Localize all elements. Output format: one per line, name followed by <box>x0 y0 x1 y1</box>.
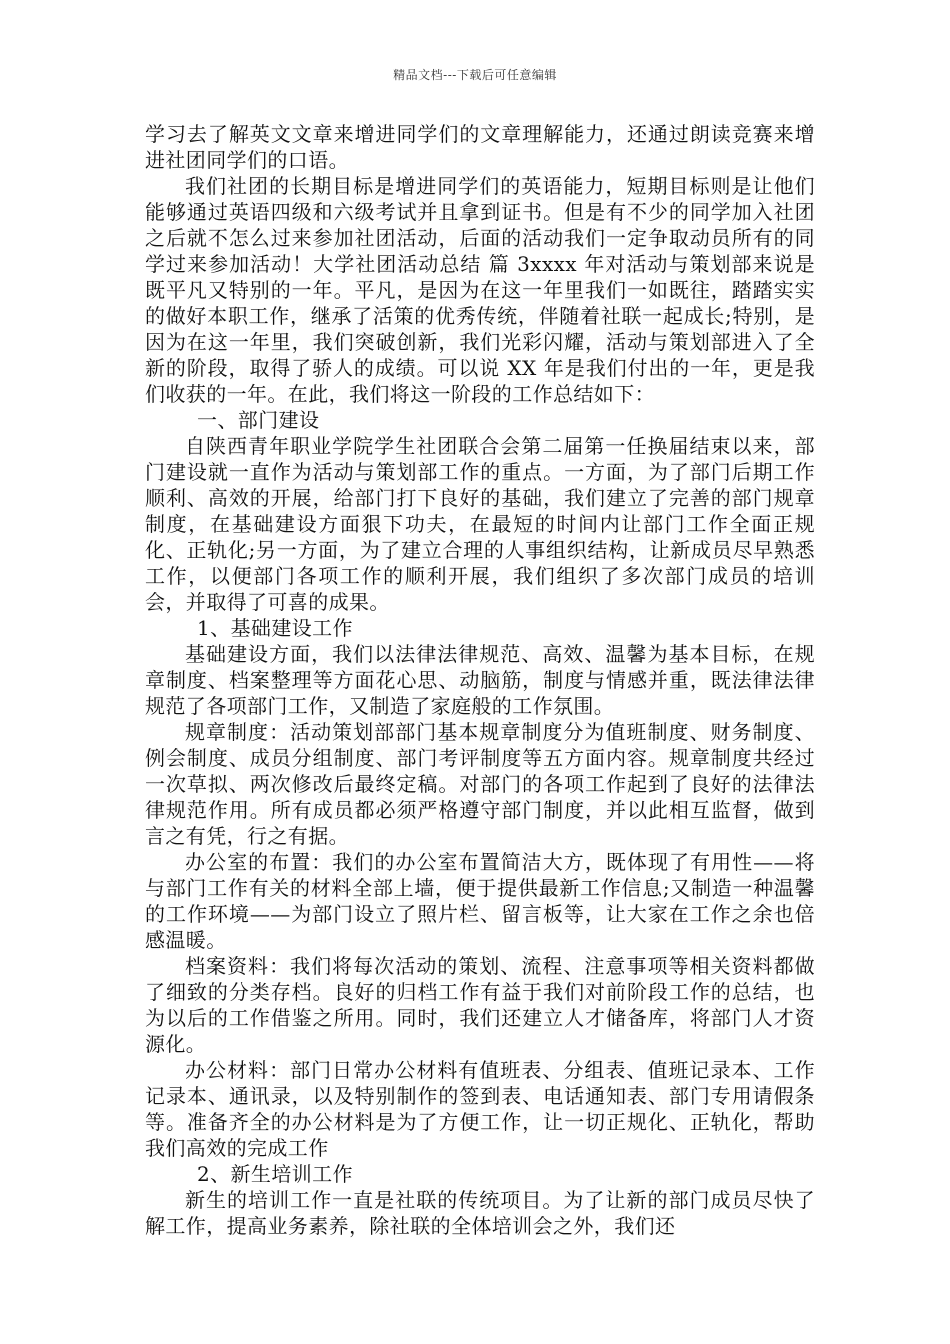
paragraph: 我们社团的长期目标是增进同学们的英语能力，短期目标则是让他们能够通过英语四级和六级考试并且拿到证书。但是有不少的同学加入社团之后就不怎么过来参加社团活动，后面的活动我们一定争取动员所有的同学过来参加活动！大学社团活动总结 篇 3xxxx 年对活动与策划部来说是既平凡又特别的一年。平凡，是因为在这一年里我们一如既往，踏踏实实的做好本职工作，继承了活策的优秀传统，伴随着社联一起成长;特别，是因为在这一年里，我们突破创新，我们光彩闪耀，活动与策划部进入了全新的阶段，取得了骄人的成绩。可以说 XX 年是我们付出的一年，更是我们收获的一年。在此，我们将这一阶段的工作总结如下： <box>145 174 815 406</box>
section-heading: 2、新生培训工作 <box>197 1162 353 1186</box>
paragraph: 自陕西青年职业学院学生社团联合会第二届第一任换届结束以来，部门建设就一直作为活动与策划部工作的重点。一方面，为了部门后期工作顺利、高效的开展，给部门打下良好的基础，我们建立了完善的部门规章制度，在基础建设方面狠下功夫，在最短的时间内让部门工作全面正规化、正轨化;另一方面，为了建立合理的人事组织结构，让新成员尽早熟悉工作，以便部门各项工作的顺利开展，我们组织了多次部门成员的培训会，并取得了可喜的成果。 <box>145 434 815 614</box>
paragraph: 办公室的布置：我们的办公室布置简洁大方，既体现了有用性——将与部门工作有关的材料全部上墙，便于提供最新工作信息;又制造一种温馨的工作环境——为部门设立了照片栏、留言板等，让大家在工作之余也倍感温暖。 <box>145 850 815 952</box>
paragraph: 新生的培训工作一直是社联的传统项目。为了让新的部门成员尽快了解工作，提高业务素养，除社联的全体培训会之外，我们还 <box>145 1188 815 1238</box>
paragraph: 学习去了解英文文章来增进同学们的文章理解能力，还通过朗读竞赛来增进社团同学们的口语。 <box>145 122 815 172</box>
section-heading: 一、部门建设 <box>197 408 320 432</box>
paragraph: 办公材料：部门日常办公材料有值班表、分组表、值班记录本、工作记录本、通讯录，以及特别制作的签到表、电话通知表、部门专用请假条等。准备齐全的办公材料是为了方便工作，让一切正规化、正轨化，帮助我们高效的完成工作 <box>145 1058 815 1160</box>
paragraph: 档案资料：我们将每次活动的策划、流程、注意事项等相关资料都做了细致的分类存档。良好的归档工作有益于我们对前阶段工作的总结，也为以后的工作借鉴之所用。同时，我们还建立人才储备库，将部门人才资源化。 <box>145 954 815 1056</box>
document-body <box>145 121 815 1239</box>
page-header: 精品文档---下载后可任意编辑 <box>393 68 557 82</box>
paragraph: 规章制度：活动策划部部门基本规章制度分为值班制度、财务制度、例会制度、成员分组制度、部门考评制度等五方面内容。规章制度共经过一次草拟、两次修改后最终定稿。对部门的各项工作起到了良好的法律法律规范作用。所有成员都必须严格遵守部门制度，并以此相互监督，做到言之有凭，行之有据。 <box>145 720 815 848</box>
section-heading: 1、基础建设工作 <box>197 616 353 640</box>
paragraph: 基础建设方面，我们以法律法律规范、高效、温馨为基本目标，在规章制度、档案整理等方面花心思、动脑筋，制度与情感并重，既法律法律规范了各项部门工作，又制造了家庭般的工作氛围。 <box>145 642 815 718</box>
